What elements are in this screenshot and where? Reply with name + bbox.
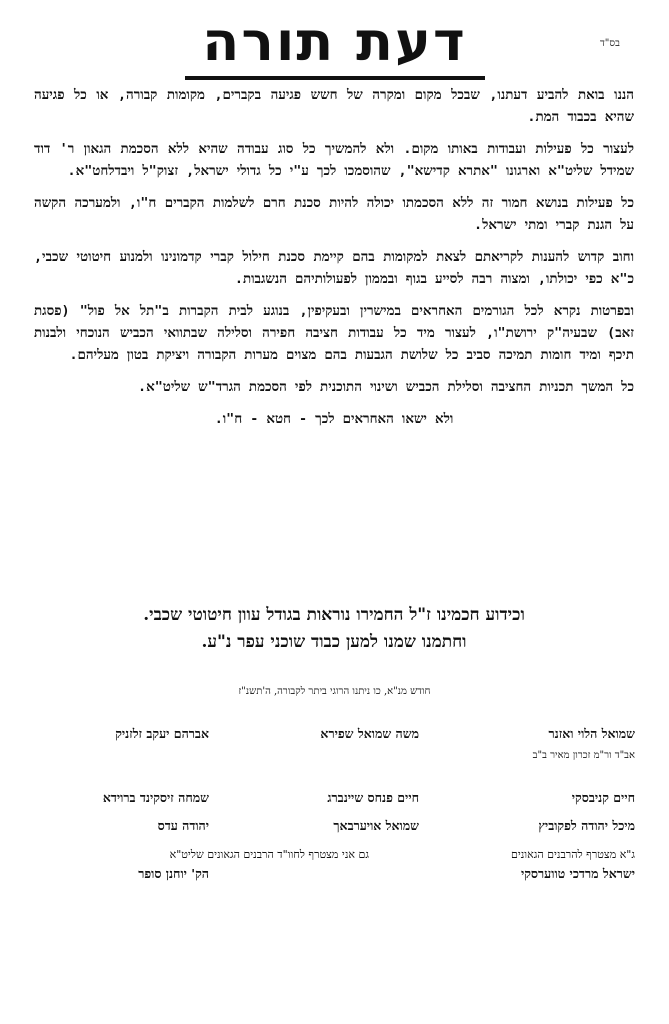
- signature: חיים פנחס שיינברג: [327, 790, 419, 805]
- signature: שמואל הלוי ואזנר: [548, 726, 635, 741]
- signature: מיכל יהודה לפקוביץ: [538, 818, 635, 833]
- page-title: דעת תורה: [202, 10, 467, 73]
- bsd-mark: בס"ד: [600, 38, 620, 49]
- paragraph: כל פעילות בנושא חמור זה ללא הסכמתו יכולה להיות סכנת חרם לשלמות הקברים ח"ו, ולמערכה הקשה על הגנת קברי ומתי ישראל.: [34, 196, 634, 233]
- signature-title: אב"ד ור"מ זכרון מאיר ב"ב: [532, 750, 635, 761]
- title-underline: [185, 76, 485, 80]
- paragraph: כל המשך תכניות החציבה וסלילת הכביש ושינוי התוכנית לפי הסכמת הגרד"ש שליט"א.: [138, 380, 634, 395]
- paragraph: הננו בואת להביע דעתנו, שבכל מקום ומקרה של חשש פגיעה בקברים, מקומות קבורה, או כל פגיעה שהיא בכבוד המת.: [34, 88, 634, 125]
- paragraph: וחוב קדוש להענות לקריאתם לצאת למקומות בהם קיימת סכנת חילול קברי קדמונינו ולמנוע חיטוטי שכבי, כ"א כפי יכולתו, ומצוה רבה לסייע בגוף ובממון לפעולותיהם הנשגבות.: [34, 250, 634, 287]
- body-text: [34, 85, 634, 441]
- closing-line: וחתמנו שמנו למען כבוד שוכני עפר נ"ע.: [201, 632, 467, 652]
- closing-block: [34, 602, 634, 656]
- signature: חיים קניבסקי: [571, 790, 635, 805]
- signature: משה שמואל שפירא: [320, 726, 419, 741]
- signature: הק' יוחנן סופר: [138, 866, 209, 881]
- paragraph: ובפרטות נקרא לכל הגורמים האחראים במישרין ובעקיפין, בנוגע לבית הקברות ב"תל אל פול" (פסגת זאב) שבעיה"ק ירושת"ו, לעצור מיד כל עבודות חציבה חפירה וסלילה שבתוואי הכביש הנוכחי ולבנות תיכף ומיד חומות תמיכה סביב כל שלושת הגבעות בהם מצוים מערות הקבורה ויציקת בטון מעליהם.: [34, 304, 634, 363]
- closing-line: וכידוע חכמינו ז"ל החמירו נוראות בגודל עוון חיטוטי שכבי.: [143, 605, 525, 625]
- date-line: חודש מנ"א, כו ניתנו הרוגי ביתר לקבורה, ה'תשנ"ז: [238, 686, 431, 697]
- signature: שמחה זיסקינד ברוידא: [102, 790, 209, 805]
- signature: אברהם יעקב זלזניק: [115, 726, 209, 741]
- signature-note: ג"א מצטרף להרבנים הגאונים: [510, 848, 635, 861]
- paragraph: לעצור כל פעילות ועבודות באותו מקום. ולא להמשיך כל סוג עבודה שהיא ללא הסכמת הגאון ר' דוד שמידל שליט"א וארגונו "אתרא קדישא", שהוסמכו לכך ע"י כל גדולי ישראל, זצוק"ל ויבדלחט"א.: [34, 142, 634, 179]
- paragraph: ולא ישאו האחראים לכך - חטא - ח"ו.: [214, 412, 454, 427]
- signature: ישראל מרדכי טווערסקי: [520, 866, 635, 881]
- title-block: [0, 12, 669, 72]
- signature-note: גם אני מצטרף לחוו"ד הרבנים הגאונים שליט"א: [169, 848, 369, 861]
- signature: שמואל אויערבאך: [333, 818, 419, 833]
- signature: יהודה עדס: [157, 818, 209, 833]
